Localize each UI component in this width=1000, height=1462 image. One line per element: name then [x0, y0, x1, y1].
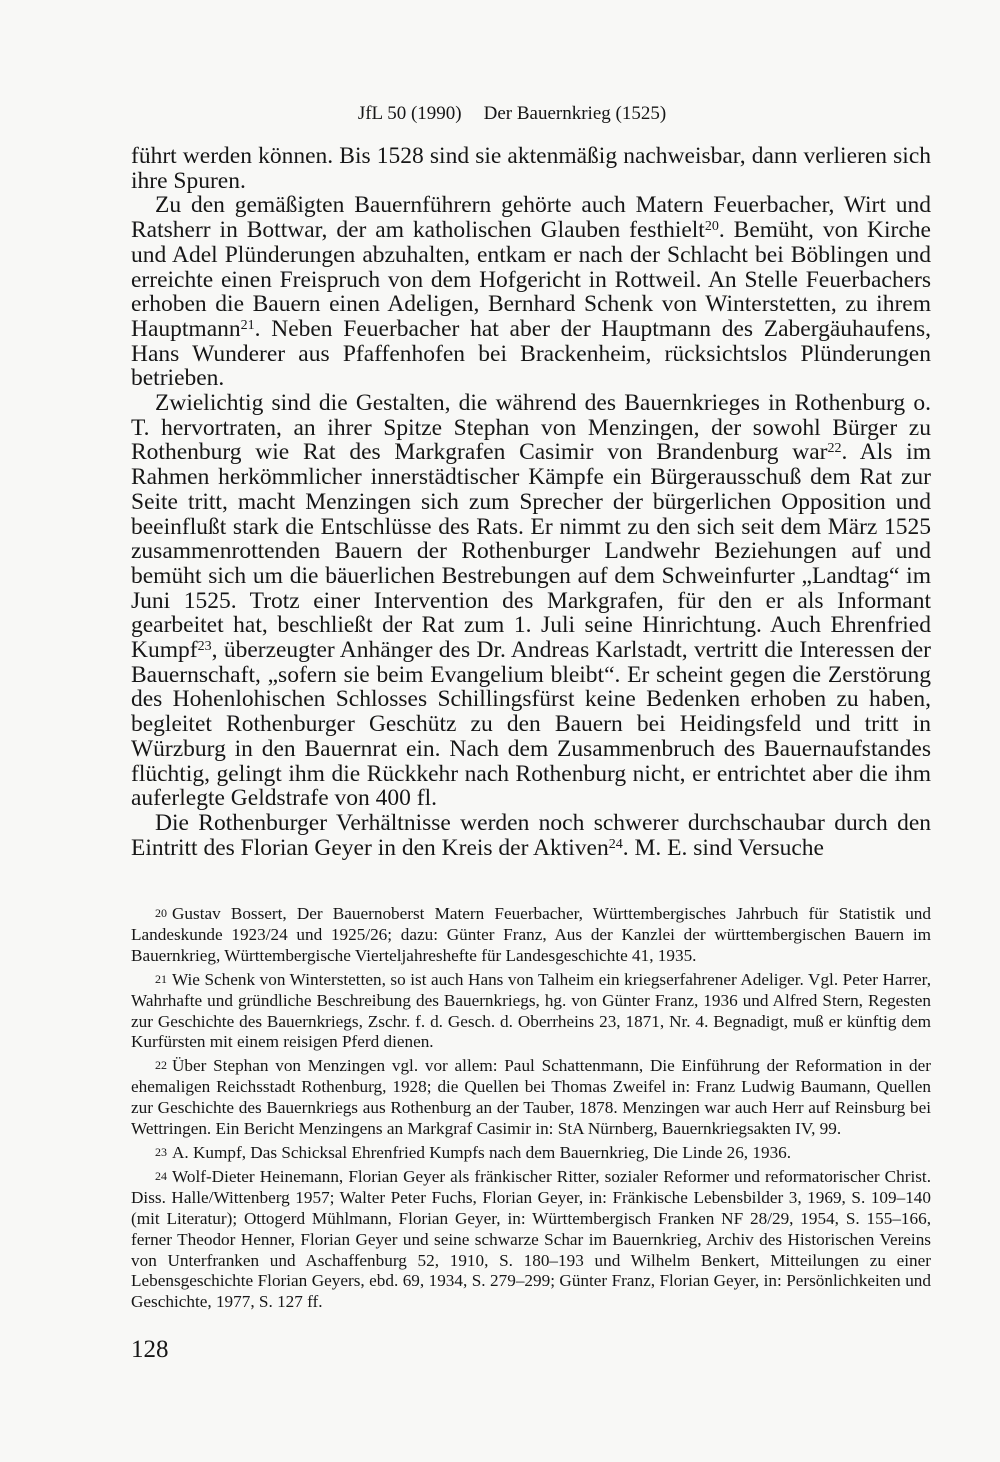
journal-reference: JfL 50 (1990) — [357, 103, 462, 124]
footnote-text: Wie Schenk von Winterstetten, so ist auch Hans von Talheim ein kriegserfahrener Adeliger. Vgl. Peter Harrer, Wahrhafte und gründliche Beschreibung des Bauernkriegs, hg. von Günter Franz, 1936 und Alfred Stern, Regesten zur Geschichte des Bauernkriegs, Zschr. f. d. Gesch. d. Oberrheins 23, 1871, Nr. 4. Begnadigt, muß er künftig dem Kurfürsten mit einem reisigen Pferd dienen. — [131, 969, 931, 1052]
footnote-20 — [131, 903, 931, 967]
footnote-ref-20[interactable]: 20 — [704, 219, 719, 235]
paragraph-4-part-1: Die Rothenburger Verhältnisse werden noch schwerer durchschaubar durch den Eintritt des Florian Geyer in den Kreis der Aktiven — [131, 809, 931, 861]
footnote-number: 24 — [155, 1168, 167, 1183]
paragraph-3-part-3: , überzeugter Anhänger des Dr. Andreas Karlstadt, vertritt die Interessen der Bauernschaft, „sofern sie beim Evangelium bleibt“. Er scheint gegen die Zerstörung des Hohenlohischen Schlosses Schillingsfürst keine Bedenken erhoben zu haben, begleitet Rothenburger Geschütz zu den Bauern bei Heidingsfeld und tritt in Würzburg in den Bauernrat ein. Nach dem Zusammenbruch des Bauernaufstandes flüchtig, gelingt ihm die Rückkehr nach Rothenburg nicht, er entrichtet aber die ihm auferlegte Geldstrafe von 400 fl. — [131, 637, 931, 812]
footnote-number: 21 — [155, 971, 167, 986]
page-number: 128 — [131, 1336, 169, 1363]
footnote-number: 23 — [155, 1144, 167, 1159]
paragraph-4 — [131, 811, 931, 860]
footnote-number: 22 — [155, 1058, 167, 1073]
paragraph-2-part-1: Zu den gemäßigten Bauernführern gehörte auch Matern Feuerbacher, Wirt und Ratsherr in Bottwar, der am katholischen Glauben festhielt — [131, 192, 931, 244]
paragraph-1: führt werden können. Bis 1528 sind sie aktenmäßig nachweisbar, dann verlieren sich ihre Spuren. — [131, 143, 931, 194]
paragraph-2-part-2: . Bemüht, von Kirche und Adel Plünderungen abzuhalten, entkam er nach der Schlacht bei Böblingen und erreichte einen Freispruch von dem Hofgericht in Rottweil. An Stelle Feuerbachers erhoben die Bauern einen Adeligen, Bernhard Schenk von Winterstetten, zu ihrem Hauptmann — [131, 217, 931, 342]
main-text — [131, 144, 931, 860]
footnote-number: 20 — [155, 906, 167, 920]
running-header — [0, 102, 1000, 126]
footnote-ref-24[interactable]: 24 — [608, 836, 623, 852]
paragraph-3 — [131, 391, 931, 811]
paragraph-2 — [131, 193, 931, 391]
footnote-23 — [131, 1142, 931, 1164]
footnote-text: Über Stephan von Menzingen vgl. vor allem: Paul Schattenmann, Die Einführung der Reformation in der ehemaligen Reichsstadt Rothenburg, 1928; die Quellen bei Thomas Zweifel in: Franz Ludwig Baumann, Quellen zur Geschichte des Bauernkriegs aus Rothenburg an der Tauber, 1878. Menzingen war auch Herr auf Reinsburg bei Wettringen. Ein Bericht Menzingens an Markgraf Casimir in: StA Nürnberg, Bauernkriegsakten IV, 99. — [131, 1056, 931, 1139]
footnote-ref-23[interactable]: 23 — [197, 639, 212, 655]
footnote-ref-21[interactable]: 21 — [240, 317, 255, 333]
footnote-text: Gustav Bossert, Der Bauernoberst Matern Feuerbacher, Württembergisches Jahrbuch für Statistik und Landeskunde 1923/24 und 1925/26; dazu: Günter Franz, Aus der Kanzlei der württembergischen Bauern im Bauernkrieg, Württembergische Vierteljahreshefte für Landesgeschichte 41, 1935. — [131, 904, 931, 965]
footnote-21 — [131, 969, 931, 1054]
footnotes-section — [131, 903, 931, 1315]
footnote-ref-22[interactable]: 22 — [827, 441, 842, 457]
article-title: Der Bauernkrieg (1525) — [483, 103, 667, 124]
paragraph-3-part-2: . Als im Rahmen herkömmlicher innerstädtischer Kämpfe ein Bürgerausschuß dem Rat zur Seite tritt, macht Menzingen sich zum Sprecher der bürgerlichen Opposition und beeinflußt stark die Entschlüsse des Rats. Er nimmt zu den sich seit dem März 1525 zusammenrottenden Bauern der Rothenburger Landwehr Beziehungen auf und bemüht sich um die bäuerlichen Bestrebungen auf dem Schweinfurter „Landtag“ im Juni 1525. Trotz einer Intervention des Markgrafen, für den er als Informant gearbeitet hat, beschließt der Rat zum 1. Juli seine Hinrichtung. Auch Ehrenfried Kumpf — [131, 439, 931, 664]
footnote-24 — [131, 1166, 931, 1313]
paragraph-2-part-3: . Neben Feuerbacher hat aber der Hauptmann des Zabergäuhaufens, Hans Wunderer aus Pfaffenhofen bei Brackenheim, rücksichtslos Plünderungen betrieben. — [131, 315, 931, 392]
footnote-text: A. Kumpf, Das Schicksal Ehrenfried Kumpfs nach dem Bauernkrieg, Die Linde 26, 1936. — [172, 1142, 792, 1162]
paragraph-4-part-2: . M. E. sind Versuche — [622, 834, 824, 861]
footnote-text: Wolf-Dieter Heinemann, Florian Geyer als fränkischer Ritter, sozialer Reformer und reformatorischer Christ. Diss. Halle/Wittenberg 1957; Walter Peter Fuchs, Florian Geyer, in: Fränkische Lebensbilder 3, 1969, S. 109–140 (mit Literatur); Ottogerd Mühlmann, Florian Geyer, in: Württembergisch Franken NF 28/29, 1954, S. 155–166, ferner Theodor Henner, Florian Geyer und seine schwarze Schar im Bauernkrieg, Archiv des Historischen Vereins von Unterfranken und Aschaffenburg 52, 1910, S. 180–193 und Wilhelm Benkert, Mitteilungen zu einer Lebensgeschichte Florian Geyers, ebd. 69, 1934, S. 279–299; Günter Franz, Florian Geyer, in: Persönlichkeiten und Geschichte, 1977, S. 127 ff. — [131, 1166, 931, 1312]
footnote-22 — [131, 1055, 931, 1140]
paragraph-3-part-1: Zwielichtig sind die Gestalten, die während des Bauernkrieges in Rothenburg o. T. hervortraten, an ihrer Spitze Stephan von Menzingen, der sowohl Bürger zu Rothenburg wie Rat des Markgrafen Casimir von Brandenburg war — [131, 390, 931, 466]
